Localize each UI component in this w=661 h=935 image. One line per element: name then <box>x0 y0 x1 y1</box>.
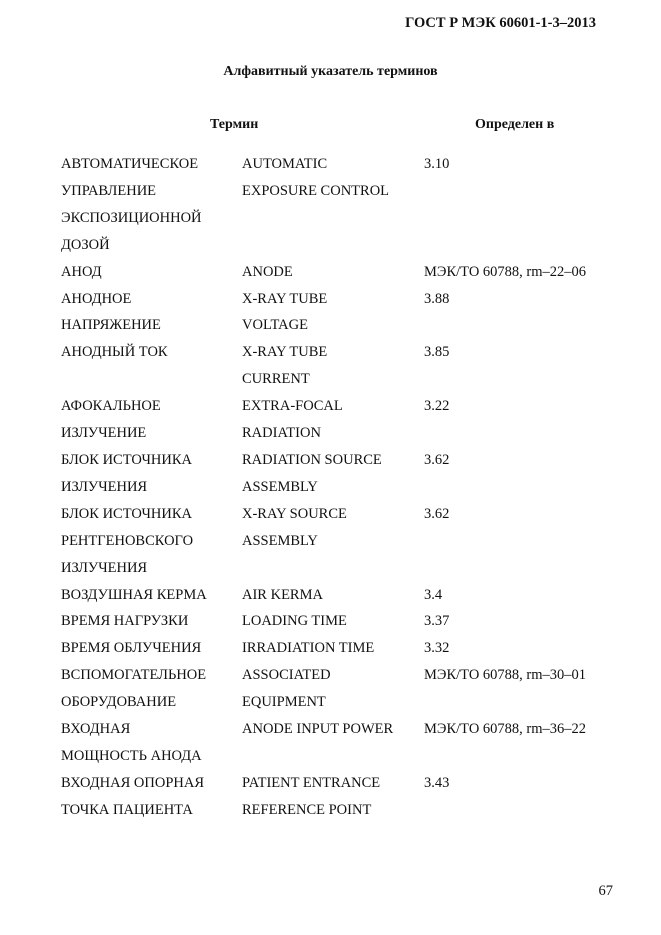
term-russian-line: НАПРЯЖЕНИЕ <box>61 317 161 334</box>
index-entry <box>61 716 621 770</box>
term-russian-line: РЕНТГЕНОВСКОГО <box>61 532 194 549</box>
term-russian-line: АНОДНОЕ <box>61 290 132 307</box>
term-english-line: CURRENT <box>242 371 310 388</box>
definition-reference: 3.37 <box>424 613 450 630</box>
term-russian-line: ОБОРУДОВАНИЕ <box>61 694 177 711</box>
term-english <box>242 716 424 770</box>
term-english-line: ASSEMBLY <box>242 478 318 495</box>
definition-reference: 3.10 <box>424 156 450 172</box>
index-entry <box>61 393 621 447</box>
term-english <box>242 286 424 340</box>
page-number: 67 <box>598 883 613 899</box>
term-russian <box>61 662 242 716</box>
index-entry <box>61 608 621 635</box>
definition-reference: МЭК/ТО 60788, rm–22–06 <box>424 263 587 280</box>
definition-reference: 3.62 <box>424 505 450 522</box>
term-russian <box>61 582 242 609</box>
definition-reference: 3.4 <box>424 586 443 603</box>
term-russian <box>61 259 242 286</box>
term-russian-line: ЭКСПОЗИЦИОННОЙ <box>61 209 202 226</box>
term-english-line: PATIENT ENTRANCE <box>242 774 381 791</box>
term-russian-line: БЛОК ИСТОЧНИКА <box>61 451 192 468</box>
term-english-line: REFERENCE POINT <box>242 801 372 818</box>
definition-reference: 3.85 <box>424 344 450 361</box>
term-english-line: IRRADIATION TIME <box>242 640 375 657</box>
term-english-line: ANODE <box>242 263 293 280</box>
index-entry <box>61 447 621 501</box>
term-russian <box>61 339 242 393</box>
term-russian-line: МОЩНОСТЬ АНОДА <box>61 747 202 764</box>
term-russian <box>61 447 242 501</box>
term-english-line: RADIATION <box>242 425 321 442</box>
term-russian <box>61 151 242 259</box>
term-russian-line: ВРЕМЯ ОБЛУЧЕНИЯ <box>61 640 202 657</box>
index-entry <box>61 151 621 259</box>
term-english-line: RADIATION SOURCE <box>242 451 382 468</box>
term-english-line: X-RAY SOURCE <box>242 505 347 522</box>
term-russian-line: АНОД <box>61 263 102 280</box>
index-entry <box>61 582 621 609</box>
term-english-line: EQUIPMENT <box>242 694 326 711</box>
term-russian-line: АНОДНЫЙ ТОК <box>61 344 168 361</box>
term-english <box>242 259 424 286</box>
term-russian-line: АВТОМАТИЧЕСКОЕ <box>61 156 199 172</box>
term-russian-line: АФОКАЛЬНОЕ <box>61 398 161 415</box>
definition-reference: 3.43 <box>424 774 450 791</box>
term-russian-line: УПРАВЛЕНИЕ <box>61 182 157 199</box>
definition-reference: 3.62 <box>424 451 450 468</box>
term-english-line: ANODE INPUT POWER <box>242 721 394 738</box>
term-english-line: X-RAY TUBE <box>242 290 328 307</box>
term-russian <box>61 501 242 582</box>
term-english <box>242 662 424 716</box>
term-russian-line: ВХОДНАЯ ОПОРНАЯ <box>61 774 205 791</box>
term-english-line: LOADING TIME <box>242 613 347 630</box>
index-entry <box>61 501 621 582</box>
term-english-line: ASSOCIATED <box>242 667 331 684</box>
index-entry <box>61 770 621 824</box>
term-english <box>242 582 424 609</box>
definition-reference: МЭК/ТО 60788, rm–36–22 <box>424 721 587 738</box>
term-english <box>242 635 424 662</box>
term-russian-line: ВХОДНАЯ <box>61 721 131 738</box>
term-russian-line: ДОЗОЙ <box>61 236 110 253</box>
index-entry <box>61 339 621 393</box>
index-entry <box>61 635 621 662</box>
index-title: Алфавитный указатель терминов <box>223 64 438 79</box>
term-english <box>242 608 424 635</box>
term-english-line: EXTRA-FOCAL <box>242 398 343 415</box>
term-english-line: AUTOMATIC <box>242 156 328 172</box>
term-russian-line: ВСПОМОГАТЕЛЬНОЕ <box>61 667 207 684</box>
term-english-line: ASSEMBLY <box>242 532 318 549</box>
term-russian-line: ТОЧКА ПАЦИЕНТА <box>61 801 193 818</box>
term-english <box>242 447 424 501</box>
definition-reference: 3.22 <box>424 398 450 415</box>
index-entry <box>61 286 621 340</box>
term-english <box>242 393 424 447</box>
term-english-line: AIR KERMA <box>242 586 323 603</box>
terms-index <box>61 151 621 824</box>
definition-reference: 3.32 <box>424 640 450 657</box>
definition-reference: МЭК/ТО 60788, rm–30–01 <box>424 667 587 684</box>
term-english <box>242 501 424 582</box>
term-english <box>242 770 424 824</box>
term-russian <box>61 635 242 662</box>
term-english <box>242 339 424 393</box>
term-russian <box>61 286 242 340</box>
index-entry <box>61 662 621 716</box>
term-russian-line: ИЗЛУЧЕНИЕ <box>61 425 147 442</box>
term-english-line: EXPOSURE CONTROL <box>242 182 390 199</box>
term-russian <box>61 770 242 824</box>
term-russian-line: БЛОК ИСТОЧНИКА <box>61 505 192 522</box>
term-russian <box>61 393 242 447</box>
definition-reference: 3.88 <box>424 290 450 307</box>
term-english-line: X-RAY TUBE <box>242 344 328 361</box>
index-entry <box>61 259 621 286</box>
term-russian-line: ИЗЛУЧЕНИЯ <box>61 559 148 576</box>
column-header-defined-in: Определен в <box>475 117 555 132</box>
document-header: ГОСТ Р МЭК 60601-1-3–2013 <box>405 15 596 31</box>
column-header-term: Термин <box>210 117 259 132</box>
term-russian <box>61 716 242 770</box>
term-russian-line: ВРЕМЯ НАГРУЗКИ <box>61 613 189 630</box>
term-english-line: VOLTAGE <box>242 317 308 334</box>
term-russian <box>61 608 242 635</box>
term-russian-line: ИЗЛУЧЕНИЯ <box>61 478 148 495</box>
term-english <box>242 151 424 259</box>
term-russian-line: ВОЗДУШНАЯ КЕРМА <box>61 586 207 603</box>
